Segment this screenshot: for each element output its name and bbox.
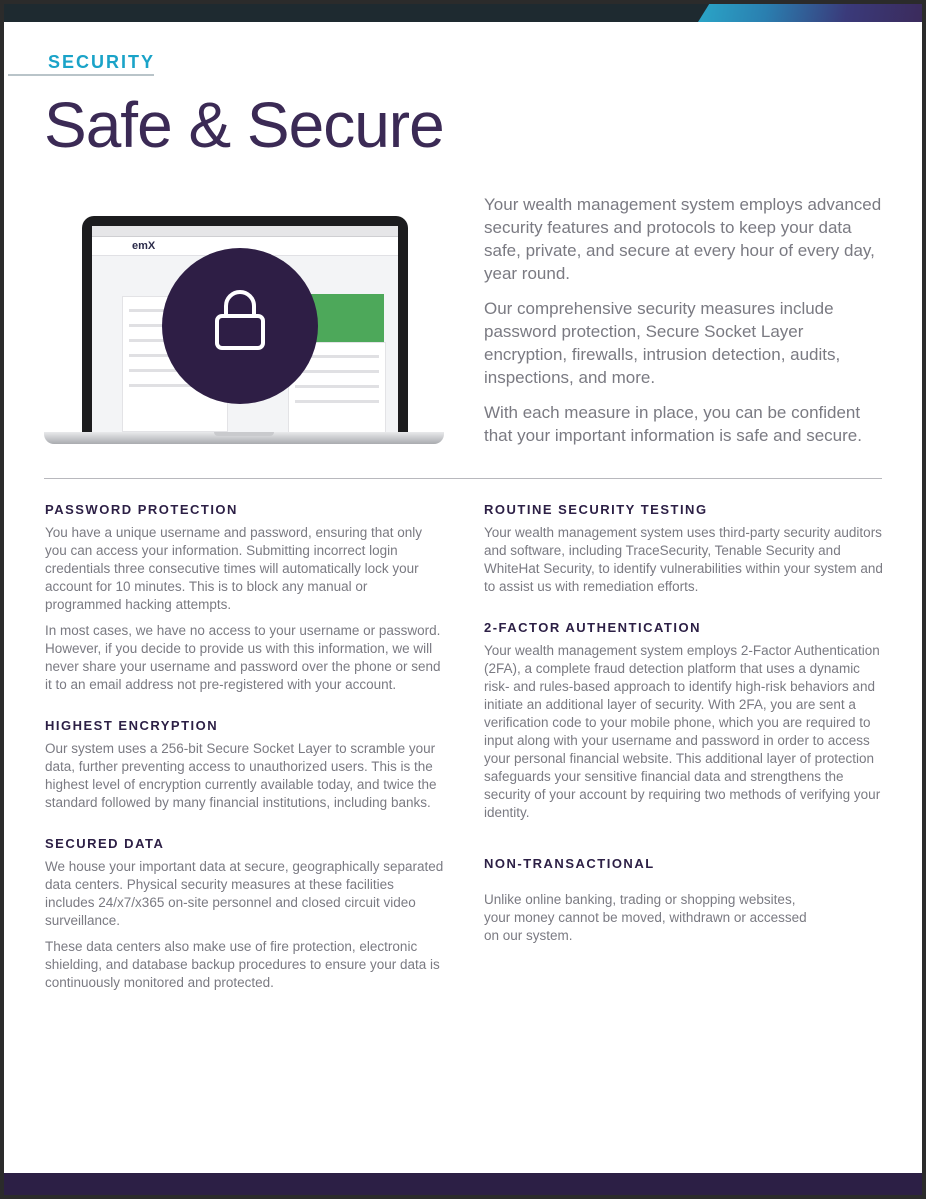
section-paragraph: Unlike online banking, trading or shopping websites, your money cannot be moved, withdrawn or accessed on our system. (484, 892, 807, 943)
section-paragraph: Your wealth management system uses third-party security auditors and software, including TraceSecurity, Tenable Security and WhiteHat Security, to identify vulnerabilities within your system and to assist us with remediation efforts. (484, 525, 883, 594)
screen-logo: emX (132, 240, 156, 252)
non-transactional-section (484, 856, 884, 945)
intro-paragraph: With each measure in place, you can be confident that your important information is safe and secure. (484, 403, 862, 445)
secured-data-section (45, 836, 445, 992)
laptop-illustration (44, 214, 444, 450)
section-divider (44, 478, 882, 479)
highest-encryption-section (45, 718, 445, 812)
section-heading: SECURED DATA (45, 836, 165, 851)
section-paragraph: In most cases, we have no access to your username or password. However, if you decide to provide us with this information, we will never share your username and password over the phone or send it to an email address not pre-registered with your account. (45, 623, 441, 692)
section-paragraph: Our system uses a 256-bit Secure Socket Layer to scramble your data, further preventing access to unauthorized users. This is the highest level of encryption currently available today, and twice the standard followed by many financial institutions, including banks. (45, 741, 437, 810)
section-paragraph: These data centers also make use of fire protection, electronic shielding, and database backup procedures to ensure your data is continuously monitored and protected. (45, 939, 440, 990)
two-factor-authentication-section (484, 620, 884, 822)
left-column (45, 502, 445, 1000)
right-column (484, 502, 884, 953)
laptop-notch (214, 432, 274, 436)
lock-badge (162, 248, 318, 404)
page-title: Safe & Secure (44, 89, 444, 161)
top-accent-stripe (698, 0, 926, 22)
section-heading: HIGHEST ENCRYPTION (45, 718, 219, 733)
section-heading: PASSWORD PROTECTION (45, 502, 238, 517)
section-eyebrow: SECURITY (48, 52, 156, 72)
lock-icon (214, 288, 266, 352)
intro-text (484, 193, 884, 459)
routine-security-testing-section (484, 502, 884, 596)
section-heading: NON-TRANSACTIONAL (484, 856, 655, 871)
intro-paragraph: Our comprehensive security measures include password protection, Secure Socket Layer encryption, firewalls, intrusion detection, audits, inspections, and more. (484, 299, 841, 387)
section-heading: 2-FACTOR AUTHENTICATION (484, 620, 701, 635)
section-paragraph: You have a unique username and password, ensuring that only you can access your information. Submitting incorrect login credentials three consecutive times will automatically lock your account for 10 minutes. This is to block any manual or programmed hacking attempts. (45, 525, 423, 612)
section-paragraph: Your wealth management system employs 2-Factor Authentication (2FA), a complete fraud detection platform that uses a dynamic risk- and rules-based approach to identify high-risk behaviors and initiate an additional layer of security. With 2FA, you are sent a verification code to your mobile phone, which you are required to input along with your username and password in order to access your personal financial website. This additional layer of protection safeguards your sensitive financial data and strengthens the security of your account by requiring two methods of verifying your identity. (484, 643, 881, 820)
eyebrow-rule (8, 74, 154, 76)
section-paragraph: We house your important data at secure, geographically separated data centers. Physical security measures at these facilities includes 24/x7/x365 on-site personnel and closed circuit video surveillance. (45, 859, 444, 928)
section-heading: ROUTINE SECURITY TESTING (484, 502, 708, 517)
password-protection-section (45, 502, 445, 694)
browser-chrome (92, 226, 398, 237)
intro-paragraph: Your wealth management system employs advanced security features and protocols to keep your data safe, private, and secure at every hour of every day, year round. (484, 195, 882, 283)
bottom-bar (0, 1173, 926, 1199)
